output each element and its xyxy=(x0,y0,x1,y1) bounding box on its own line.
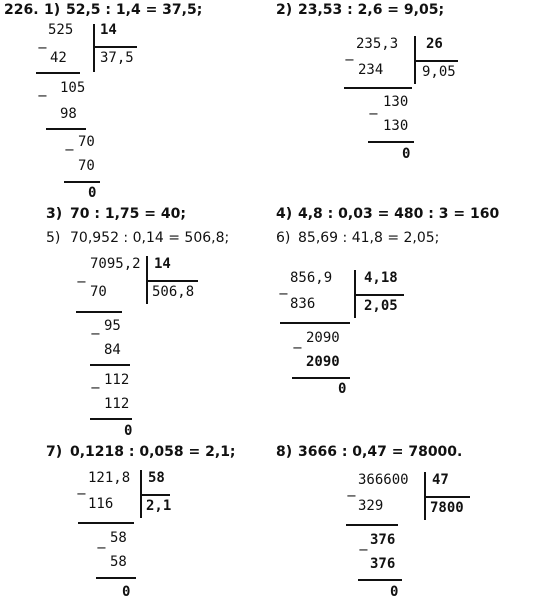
item-4-equation: 4,8 : 0,03 = 480 : 3 = 160 xyxy=(298,206,500,222)
quotient: 2,05 xyxy=(364,298,398,314)
step: 2090 xyxy=(306,354,340,370)
quotient: 7800 xyxy=(430,500,464,516)
quotient-line xyxy=(426,496,470,498)
quotient: 37,5 xyxy=(100,50,134,66)
step: 116 xyxy=(88,496,114,512)
quotient: 506,8 xyxy=(152,284,195,300)
step-line xyxy=(90,364,130,366)
item-7-equation: 0,1218 : 0,058 = 2,1; xyxy=(70,444,236,460)
minus-sign: − xyxy=(96,541,107,556)
dividend: 856,9 xyxy=(290,270,333,286)
item-3-equation: 70 : 1,75 = 40; xyxy=(70,206,186,222)
remainder: 0 xyxy=(402,146,411,162)
item-5-equation: 70,952 : 0,14 = 506,8; xyxy=(70,230,230,246)
step: 95 xyxy=(104,318,121,334)
step: 105 xyxy=(60,80,86,96)
step: 130 xyxy=(383,118,409,134)
dividend: 121,8 xyxy=(88,470,131,486)
item-8-label: 8) xyxy=(276,444,293,460)
quotient: 2,1 xyxy=(146,498,172,514)
item-1-equation: 52,5 : 1,4 = 37,5; xyxy=(66,2,203,18)
item-3-label: 3) xyxy=(46,206,63,222)
step-line xyxy=(90,418,132,420)
divisor: 14 xyxy=(154,256,171,272)
divisor: 4,18 xyxy=(364,270,398,286)
remainder: 0 xyxy=(88,185,97,201)
minus-sign: − xyxy=(90,327,101,342)
step: 376 xyxy=(370,556,396,572)
item-5-label: 5) xyxy=(46,230,61,246)
item-6-equation: 85,69 : 41,8 = 2,05; xyxy=(298,230,440,246)
item-8-equation: 3666 : 0,47 = 78000. xyxy=(298,444,463,460)
minus-sign: − xyxy=(358,543,369,558)
dividend: 235,3 xyxy=(356,36,399,52)
item-2-label: 2) xyxy=(276,2,293,18)
quotient-line xyxy=(95,46,137,48)
problem-number: 226. xyxy=(4,2,39,18)
step: 84 xyxy=(104,342,121,358)
divisor: 14 xyxy=(100,22,117,38)
divisor: 58 xyxy=(148,470,165,486)
step-line xyxy=(358,579,402,581)
step-line xyxy=(36,72,80,74)
step-line xyxy=(96,577,136,579)
step-line xyxy=(46,128,86,130)
step: 70 xyxy=(78,158,95,174)
step-line xyxy=(78,522,134,524)
remainder: 0 xyxy=(122,584,131,600)
step: 836 xyxy=(290,296,316,312)
step-line xyxy=(346,524,398,526)
dividend: 525 xyxy=(48,22,74,38)
quotient-line xyxy=(142,494,170,496)
dividend: 366600 xyxy=(358,472,409,488)
step: 2090 xyxy=(306,330,340,346)
quotient: 9,05 xyxy=(422,64,456,80)
step: 329 xyxy=(358,498,384,514)
remainder: 0 xyxy=(338,381,347,397)
quotient-line xyxy=(356,294,404,296)
remainder: 0 xyxy=(124,423,133,439)
minus-sign: − xyxy=(37,41,48,56)
minus-sign: − xyxy=(76,275,87,290)
minus-sign: − xyxy=(292,341,303,356)
divisor: 26 xyxy=(426,36,443,52)
step: 112 xyxy=(104,372,130,388)
step-line xyxy=(368,141,414,143)
minus-sign: − xyxy=(76,487,87,502)
step: 58 xyxy=(110,554,127,570)
item-7-label: 7) xyxy=(46,444,63,460)
step: 98 xyxy=(60,106,77,122)
quotient-line xyxy=(148,280,198,282)
step: 70 xyxy=(78,134,95,150)
step: 376 xyxy=(370,532,396,548)
step: 112 xyxy=(104,396,130,412)
minus-sign: − xyxy=(37,89,48,104)
item-6-label: 6) xyxy=(276,230,291,246)
minus-sign: − xyxy=(346,489,357,504)
minus-sign: − xyxy=(344,53,355,68)
minus-sign: − xyxy=(278,287,289,302)
quotient-line xyxy=(416,60,458,62)
step: 234 xyxy=(358,62,384,78)
minus-sign: − xyxy=(64,143,75,158)
step-line xyxy=(76,311,122,313)
minus-sign: − xyxy=(368,107,379,122)
divisor: 47 xyxy=(432,472,449,488)
item-4-label: 4) xyxy=(276,206,293,222)
step: 130 xyxy=(383,94,409,110)
item-1-label: 1) xyxy=(44,2,61,18)
item-2-equation: 23,53 : 2,6 = 9,05; xyxy=(298,2,445,18)
step-line xyxy=(280,322,350,324)
remainder: 0 xyxy=(390,584,399,600)
step-line xyxy=(292,377,350,379)
dividend: 7095,2 xyxy=(90,256,141,272)
step: 42 xyxy=(50,50,67,66)
step-line xyxy=(64,181,100,183)
step: 58 xyxy=(110,530,127,546)
division-bracket xyxy=(93,24,95,72)
step: 70 xyxy=(90,284,107,300)
minus-sign: − xyxy=(90,381,101,396)
step-line xyxy=(344,87,412,89)
